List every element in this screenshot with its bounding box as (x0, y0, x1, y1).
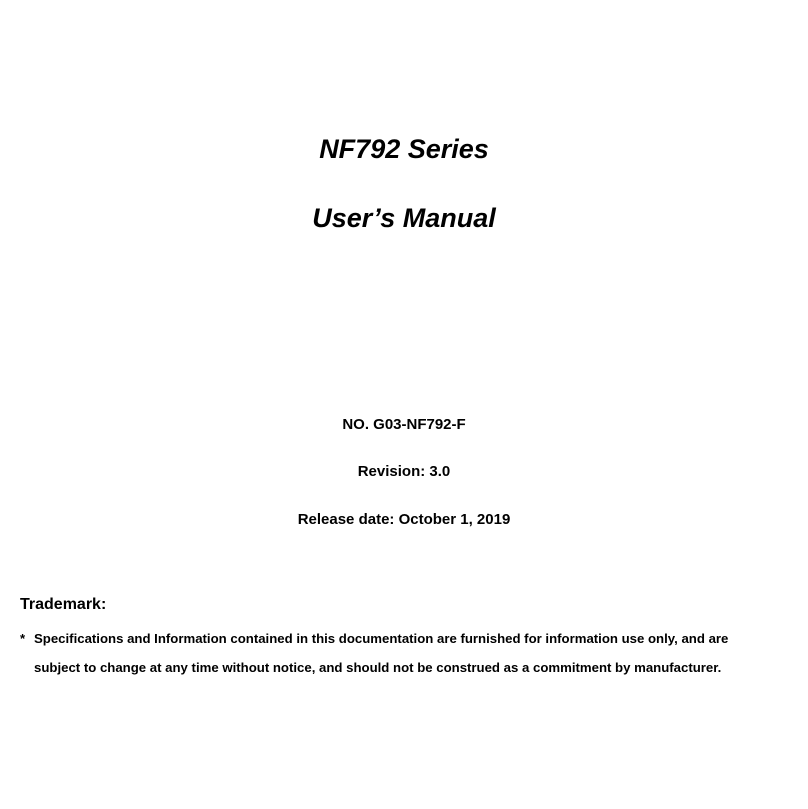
trademark-note (20, 624, 795, 682)
note-line-2: subject to change at any time without notice, and should not be construed as a commitment by manufacturer. (34, 660, 722, 675)
note-bullet: * (20, 631, 26, 646)
manual-title: User’s Manual (312, 203, 496, 233)
series-title: NF792 Series (319, 134, 489, 164)
revision-label: Revision: 3.0 (357, 463, 451, 480)
document-number: NO. G03-NF792-F (342, 416, 466, 433)
release-date: Release date: October 1, 2019 (297, 511, 511, 528)
note-line-1: Specifications and Information contained in this documentation are furnished for information use only, and are (34, 631, 729, 646)
trademark-heading: Trademark: (20, 596, 107, 613)
